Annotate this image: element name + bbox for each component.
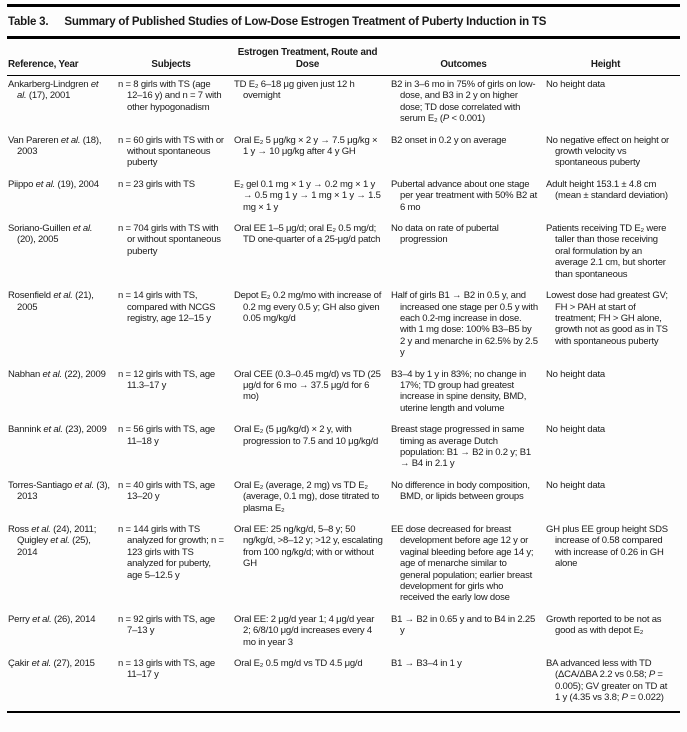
cell-subjects: n = 14 girls with TS, compared with NCGS registry, age 12–15 y <box>118 290 216 324</box>
cell-treatment: Oral EE: 2 μg/d year 1; 4 μg/d year 2; 6/8/10 μg/d increases every 4 mo in year 3 <box>234 613 375 648</box>
cell-subjects: n = 23 girls with TS <box>118 178 195 190</box>
cell-subjects: n = 704 girls with TS with or without spontaneous puberty <box>118 223 221 257</box>
cell-reference: Çakir et al. (27), 2015 <box>8 658 95 670</box>
column-header-height: Height <box>590 58 621 70</box>
column-header-reference-year: Reference, Year <box>8 58 79 70</box>
cell-height: No height data <box>546 424 605 436</box>
cell-outcomes: No difference in body composition, BMD, or lipids between groups <box>391 479 530 503</box>
table-title-text: Summary of Published Studies of Low-Dose Estrogen Treatment of Puberty Induction in TS <box>64 16 547 28</box>
cell-subjects: n = 56 girls with TS, age 11–18 y <box>118 424 216 447</box>
study-row <box>7 611 680 655</box>
cell-treatment: Oral E₂ 5 μg/kg × 2 y → 7.5 μg/kg × 1 y → 10 μg/kg after 4 y GH <box>234 134 378 158</box>
cell-height: Lowest dose had greatest GV; FH > PAH at start of treatment; FH > GH alone, growth not as good as in TS with spontaneous puberty <box>546 290 668 347</box>
cell-outcomes: Pubertal advance about one stage per year treatment with 50% B2 at 6 mo <box>391 178 538 213</box>
cell-subjects: n = 60 girls with TS with or without spontaneous puberty <box>118 134 224 169</box>
cell-reference: Rosenfield et al. (21), 2005 <box>8 290 94 313</box>
table-number-label: Table 3. <box>8 16 49 28</box>
cell-reference: Perry et al. (26), 2014 <box>8 613 96 625</box>
cell-height: No height data <box>546 79 605 90</box>
table-body <box>7 76 680 712</box>
cell-reference: Nabhan et al. (22), 2009 <box>8 368 106 380</box>
cell-subjects: n = 40 girls with TS, age 13–20 y <box>118 479 216 503</box>
study-row <box>7 477 680 521</box>
study-row <box>7 521 680 611</box>
cell-outcomes: Half of girls B1 → B2 in 0.5 y, and increased one stage per 0.5 y with each 0.2-mg increase in dose. with 1 mg dose: 100% B3–B5 by 2 y and menarche in 62.5% by 2.5 y <box>391 290 538 359</box>
column-header-subjects: Subjects <box>151 58 191 70</box>
cell-outcomes: EE dose decreased for breast development before age 12 y or vaginal bleeding before age 14 y; age of menarche similar to general population; earlier breast development for girls who received the early low dose <box>391 524 534 604</box>
cell-treatment: Oral E₂ 0.5 mg/d vs TD 4.5 μg/d <box>234 658 363 670</box>
study-row <box>7 366 680 422</box>
cell-treatment: Oral EE 1–5 μg/d; oral E₂ 0.5 mg/d; TD one-quarter of a 25-μg/d patch <box>234 223 381 246</box>
cell-reference: Van Pareren et al. (18), 2003 <box>8 134 102 158</box>
cell-subjects: n = 13 girls with TS, age 11–17 y <box>118 658 216 681</box>
cell-subjects: n = 12 girls with TS, age 11.3–17 y <box>118 368 216 391</box>
cell-reference: Bannink et al. (23), 2009 <box>8 424 107 436</box>
cell-height: No height data <box>546 479 605 491</box>
cell-outcomes: B1 → B2 in 0.65 y and to B4 in 2.25 y <box>391 613 536 637</box>
cell-outcomes: B3–4 by 1 y in 83%; no change in 17%; TD group had greatest increase in spine density, BMD, uterine length and volume <box>391 368 527 414</box>
table-title-bar <box>7 4 680 39</box>
cell-height: BA advanced less with TD (ΔCA/ΔBA 2.2 vs 0.58; P = 0.005); GV greater on TD at 1 y (4.35 vs 3.8; P = 0.022) <box>546 658 668 704</box>
study-row <box>7 220 680 287</box>
study-row <box>7 132 680 176</box>
cell-treatment: Oral E₂ (average, 2 mg) vs TD E₂ (average, 0.1 mg), dose titrated to plasma E₂ <box>234 479 380 514</box>
cell-height: Adult height 153.1 ± 4.8 cm (mean ± standard deviation) <box>546 178 668 202</box>
cell-reference: Ankarberg-Lindgren et al. (17), 2001 <box>8 79 99 102</box>
cell-treatment: Depot E₂ 0.2 mg/mo with increase of 0.2 mg every 0.5 y; GH also given 0.05 mg/kg/d <box>234 290 382 324</box>
studies-summary-table <box>7 39 680 713</box>
cell-outcomes: B2 in 3–6 mo in 75% of girls on low-dose, and B3 in 2 y on higher dose; TD dose correlated with serum E₂ (P < 0.001) <box>391 79 536 125</box>
cell-reference: Piippo et al. (19), 2004 <box>8 178 99 190</box>
cell-treatment: TD E₂ 6–18 μg given just 12 h overnight <box>234 79 355 102</box>
cell-reference: Ross et al. (24), 2011; Quigley et al. (25), 2014 <box>8 524 97 558</box>
cell-outcomes: B1 → B3–4 in 1 y <box>391 658 462 670</box>
cell-outcomes: Breast stage progressed in same timing as average Dutch population: B1 → B2 in 0.2 y; B1 → B4 in 2.1 y <box>391 424 531 470</box>
column-header-estrogen-treatment: Estrogen Treatment, Route and Dose <box>237 47 378 70</box>
cell-height: Patients receiving TD E₂ were taller than those receiving oral formulation by an average 2.1 cm, but shorter than spontaneous <box>546 223 667 280</box>
cell-height: No height data <box>546 368 605 380</box>
cell-reference: Soriano-Guillen et al. (20), 2005 <box>8 223 93 246</box>
study-row <box>7 287 680 365</box>
table-header-row <box>7 39 680 76</box>
study-row <box>7 655 680 712</box>
cell-outcomes: B2 onset in 0.2 y on average <box>391 134 507 146</box>
cell-subjects: n = 92 girls with TS, age 7–13 y <box>118 613 216 637</box>
cell-outcomes: No data on rate of pubertal progression <box>391 223 499 246</box>
study-row <box>7 421 680 477</box>
cell-height: Growth reported to be not as good as with depot E₂ <box>546 613 662 637</box>
cell-treatment: Oral CEE (0.3–0.45 mg/d) vs TD (25 μg/d for 6 mo → 37.5 μg/d for 6 mo) <box>234 368 381 403</box>
study-row <box>7 176 680 220</box>
cell-treatment: Oral EE: 25 ng/kg/d, 5–8 y; 50 ng/kg/d, >8–12 y; >12 y, escalating from 100 ng/kg/d; with or without GH <box>234 524 383 570</box>
study-row <box>7 76 680 132</box>
cell-subjects: n = 8 girls with TS (age 12–16 y) and n = 7 with other hypogonadism <box>118 79 222 113</box>
column-header-outcomes: Outcomes <box>440 58 487 70</box>
cell-treatment: Oral E₂ (5 μg/kg/d) × 2 y, with progression to 7.5 and 10 μg/kg/d <box>234 424 379 447</box>
cell-treatment: E₂ gel 0.1 mg × 1 y → 0.2 mg × 1 y → 0.5 mg 1 y → 1 mg × 1 y → 1.5 mg × 1 y <box>234 178 381 213</box>
cell-height: GH plus EE group height SDS increase of 0.58 compared with increase of 0.26 in GH alone <box>546 524 668 570</box>
cell-subjects: n = 144 girls with TS analyzed for growth; n = 123 girls with TS analyzed for puberty, age 5–12.5 y <box>118 524 224 581</box>
cell-height: No negative effect on height or growth velocity vs spontaneous puberty <box>546 134 670 169</box>
cell-reference: Torres-Santiago et al. (3), 2013 <box>8 479 110 503</box>
